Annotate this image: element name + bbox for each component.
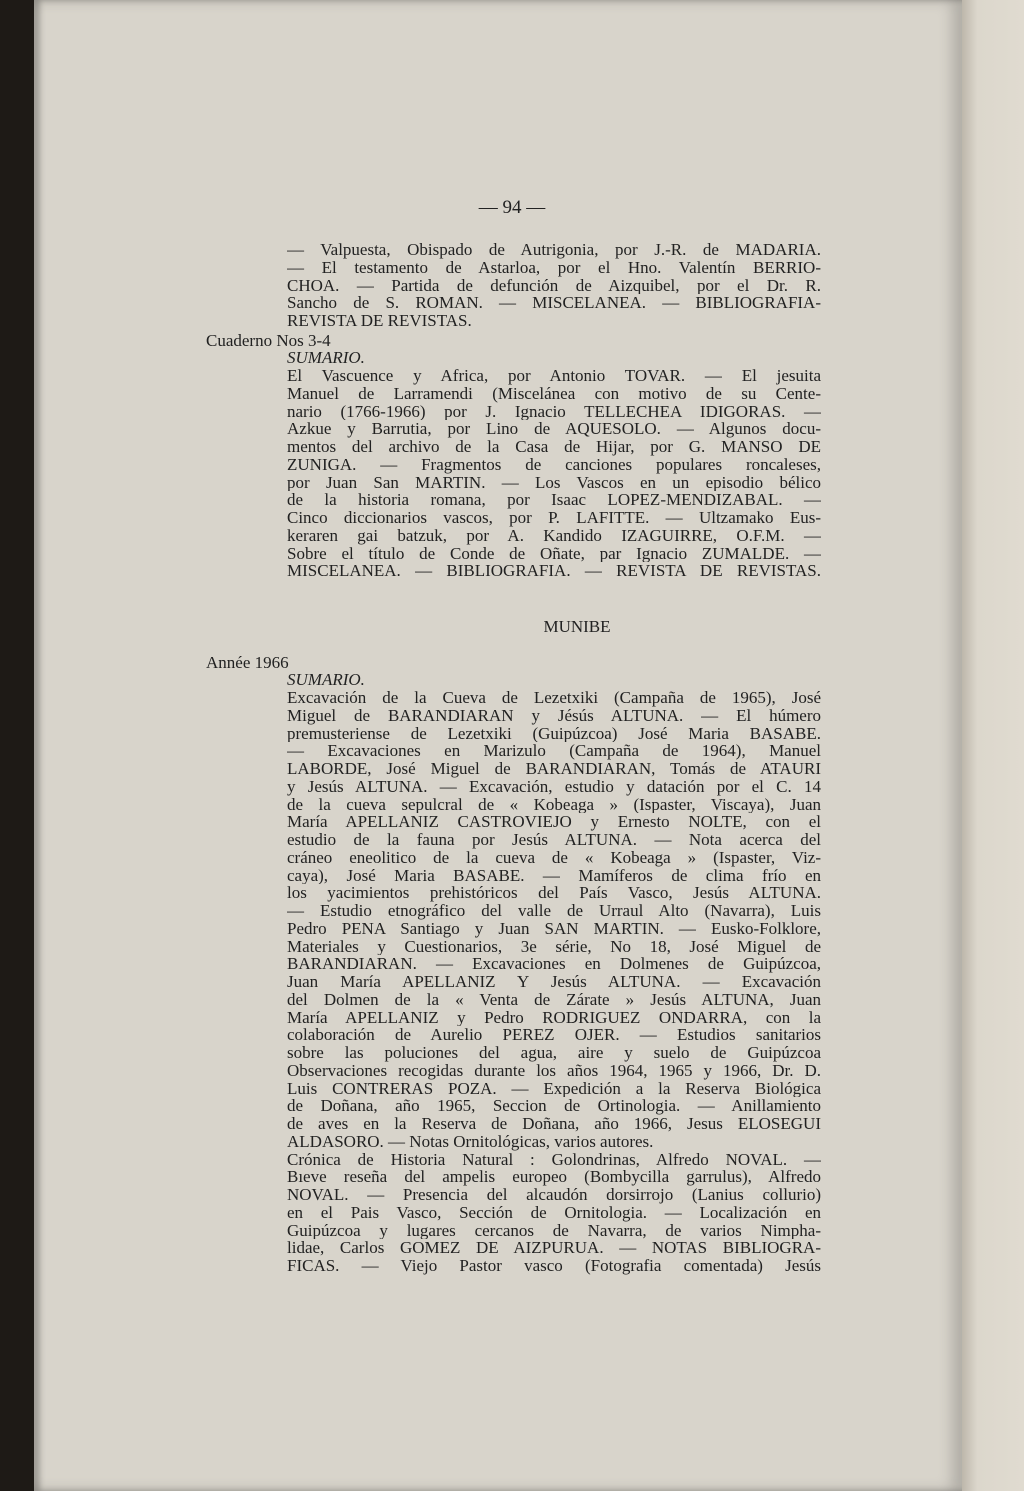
text-line: y Jesús ALTUNA. — Excavación, estudio y datación por el C. 14 bbox=[287, 777, 821, 796]
text-line: CHOA. — Partida de defunción de Aizquibel, por el Dr. R. bbox=[287, 276, 821, 295]
text-line: María APELLANIZ y Pedro RODRIGUEZ ONDARRA, con la bbox=[287, 1008, 821, 1027]
text-line: REVISTA DE REVISTAS. bbox=[287, 312, 472, 330]
text-line: Observaciones recogidas durante los años 1964, 1965 y 1966, Dr. D. bbox=[287, 1061, 821, 1080]
text-line: los yacimientos prehistóricos del País Vasco, Jesús ALTUNA. bbox=[287, 884, 821, 902]
text-line: Bıeve reseña del ampelis europeo (Bombycilla garrulus), Alfredo bbox=[287, 1168, 821, 1186]
text-line: de aves en la Reserva de Doñana, año 1966, Jesus ELOSEGUI bbox=[287, 1115, 821, 1133]
text-line: Luis CONTRERAS POZA. — Expedición a la Reserva Biológica bbox=[287, 1079, 821, 1098]
text-line: — El testamento de Astarloa, por el Hno. Valentín BERRIO- bbox=[287, 258, 821, 277]
text-line: nario (1766-1966) por J. Ignacio TELLECHEA IDIGORAS. — bbox=[287, 402, 821, 421]
text-line: mentos del archivo de la Casa de Hijar, por G. MANSO DE bbox=[287, 438, 821, 456]
text-line: keraren gai batzuk, por A. Kandido IZAGUIRRE, O.F.M. — bbox=[287, 526, 821, 545]
text-line: Excavación de la Cueva de Lezetxiki (Campaña de 1965), José bbox=[287, 689, 821, 707]
cuaderno-text bbox=[287, 367, 821, 580]
munibe-title: MUNIBE bbox=[543, 617, 611, 636]
text-line: — Excavaciones en Marizulo (Campaña de 1964), Manuel bbox=[287, 742, 821, 760]
text-line: Crónica de Historia Natural : Golondrinas, Alfredo NOVAL. — bbox=[287, 1150, 821, 1169]
text-line: Pedro PENA Santiago y Juan SAN MARTIN. — Eusko-Folklore, bbox=[287, 919, 821, 938]
text-line: Sancho de S. ROMAN. — MISCELANEA. — BIBLIOGRAFIA- bbox=[287, 294, 821, 312]
text-line: ZUNIGA. — Fragmentos de canciones populares roncaleses, bbox=[287, 455, 821, 474]
text-line: — Valpuesta, Obispado de Autrigonia, por J.-R. de MADARIA. bbox=[287, 241, 821, 259]
text-line: María APELLANIZ CASTROVIEJO y Ernesto NOLTE, con el bbox=[287, 813, 821, 831]
text-line: Juan María APELLANIZ Y Jesús ALTUNA. — Excavación bbox=[287, 973, 821, 991]
sumario-heading: SUMARIO. bbox=[287, 671, 365, 689]
text-line: en el Pais Vasco, Sección de Ornitologia. — Localización en bbox=[287, 1203, 821, 1222]
text-line: Sobre el título de Conde de Oñate, par Ignacio ZUMALDE. — bbox=[287, 544, 821, 563]
text-line: lidae, Carlos GOMEZ DE AIZPURUA. — NOTAS BIBLIOGRA- bbox=[287, 1239, 821, 1257]
text-line: LABORDE, José Miguel de BARANDIARAN, Tomás de ATAURI bbox=[287, 760, 821, 778]
text-line: MISCELANEA. — BIBLIOGRAFIA. — REVISTA DE REVISTAS. bbox=[287, 562, 821, 580]
section1-text bbox=[287, 241, 821, 330]
text-line: ALDASORO. — Notas Ornitológicas, varios autores. bbox=[287, 1132, 654, 1151]
text-line: BARANDIARAN. — Excavaciones en Dolmenes de Guipúzcoa, bbox=[287, 955, 821, 973]
text-line: cráneo eneolitico de la cueva de « Kobeaga » (Ispaster, Viz- bbox=[287, 848, 821, 867]
text-line: de la cueva sepulcral de « Kobeaga » (Ispaster, Viscaya), Juan bbox=[287, 795, 821, 814]
text-line: Materiales y Cuestionarios, 3e série, No 18, José Miguel de bbox=[287, 937, 821, 956]
text-line: FICAS. — Viejo Pastor vasco (Fotografia comentada) Jesús bbox=[287, 1257, 821, 1275]
text-line: colaboración de Aurelio PEREZ OJER. — Estudios sanitarios bbox=[287, 1026, 821, 1044]
text-line: por Juan San MARTIN. — Los Vascos en un episodio bélico bbox=[287, 473, 821, 492]
text-line: Cinco diccionarios vascos, por P. LAFITTE. — Ultzamako Eus- bbox=[287, 509, 821, 527]
text-line: sobre las poluciones del agua, aire y suelo de Guipúzcoa bbox=[287, 1044, 821, 1062]
text-line: premusteriense de Lezetxiki (Guipúzcoa) José Maria BASABE. bbox=[287, 724, 821, 743]
cuaderno-label: Cuaderno Nos 3-4 bbox=[206, 331, 331, 350]
text-line: estudio de la fauna por Jesús ALTUNA. — Nota acerca del bbox=[287, 831, 821, 849]
text-line: de Doñana, año 1965, Seccion de Ortinologia. — Anillamiento bbox=[287, 1097, 821, 1115]
text-line: NOVAL. — Presencia del alcaudón dorsirrojo (Lanius collurio) bbox=[287, 1186, 821, 1204]
cuaderno-sumario bbox=[287, 349, 821, 367]
text-line: — Estudio etnográfico del valle de Urraul Alto (Navarra), Luis bbox=[287, 902, 821, 920]
text-line: caya), José Maria BASABE. — Mamíferos de clima frío en bbox=[287, 866, 821, 885]
text-line: del Dolmen de la « Venta de Zárate » Jesús ALTUNA, Juan bbox=[287, 990, 821, 1009]
sumario-heading: SUMARIO. bbox=[287, 349, 365, 367]
text-line: de la historia romana, por Isaac LOPEZ-MENDIZABAL. — bbox=[287, 491, 821, 509]
munibe-text bbox=[287, 689, 821, 1275]
text-line: Azkue y Barrutia, por Lino de AQUESOLO. — Algunos docu- bbox=[287, 420, 821, 438]
page-number: — 94 — bbox=[478, 197, 546, 218]
munibe-sumario bbox=[287, 671, 821, 689]
text-line: Miguel de BARANDIARAN y Jésús ALTUNA. — El húmero bbox=[287, 706, 821, 725]
year-label: Année 1966 bbox=[206, 653, 289, 672]
text-line: Manuel de Larramendi (Miscelánea con motivo de su Cente- bbox=[287, 384, 821, 403]
text-line: Guipúzcoa y lugares cercanos de Navarra, de varios Nimpha- bbox=[287, 1221, 821, 1240]
adjacent-page-edge bbox=[962, 0, 1024, 1491]
text-line: El Vascuence y Africa, por Antonio TOVAR. — El jesuita bbox=[287, 367, 821, 385]
